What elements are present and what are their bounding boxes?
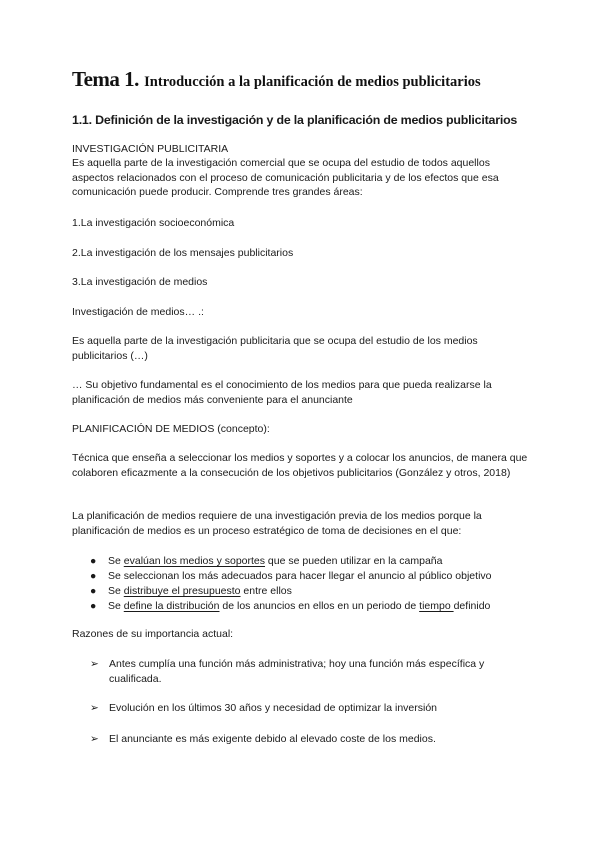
area-2: 2.La investigación de los mensajes publicitarios bbox=[72, 247, 294, 259]
planificacion-definition: Técnica que enseña a seleccionar los medios y soportes y a colocar los anuncios, de manera que colaboren eficazmente a la consecución de los objetivos publicitarios (González y otros, 2018) bbox=[72, 452, 528, 479]
arrow-bullet-icon: ➢ bbox=[90, 733, 99, 745]
planificacion-requirement: La planificación de medios requiere de una investigación previa de los medios porque la planificación de medios es un proceso estratégico de toma de decisiones en el que: bbox=[72, 510, 482, 537]
decision-bullet-list bbox=[90, 554, 550, 614]
title-number: Tema 1. bbox=[72, 67, 139, 91]
area-3: 3.La investigación de medios bbox=[72, 276, 208, 288]
razones-list bbox=[90, 657, 530, 747]
list-item: ➢ Antes cumplía una función más administrativa; hoy una función más específica y cualificada. bbox=[90, 658, 485, 685]
razones-heading: Razones de su importancia actual: bbox=[72, 628, 234, 640]
section-heading: 1.1. Definición de la investigación y de la planificación de medios publicitarios bbox=[72, 113, 518, 127]
bullet-icon: ● bbox=[90, 600, 97, 612]
list-item: ➢ El anunciante es más exigente debido al elevado coste de los medios. bbox=[90, 733, 436, 745]
inv-pub-heading: INVESTIGACIÓN PUBLICITARIA bbox=[72, 143, 229, 155]
arrow-bullet-icon: ➢ bbox=[90, 658, 99, 670]
bullet-icon: ● bbox=[90, 585, 97, 597]
inv-medios-label: Investigación de medios… .: bbox=[72, 306, 204, 318]
title-text: Introducción a la planificación de medios publicitarios bbox=[144, 74, 481, 90]
page-title bbox=[72, 67, 532, 91]
inv-medios-objective: … Su objetivo fundamental es el conocimiento de los medios para que pueda realizarse la planificación de medios más conveniente para el anunciante bbox=[72, 379, 492, 406]
bullet-icon: ● bbox=[90, 555, 97, 567]
planificacion-heading: PLANIFICACIÓN DE MEDIOS (concepto): bbox=[72, 423, 270, 435]
list-item: ➢ Evolución en los últimos 30 años y necesidad de optimizar la inversión bbox=[90, 702, 438, 714]
list-item: ● Se seleccionan los más adecuados para hacer llegar el anuncio al público objetivo bbox=[90, 570, 492, 582]
inv-medios-definition: Es aquella parte de la investigación publicitaria que se ocupa del estudio de los medios publicitarios (…) bbox=[72, 335, 478, 362]
bullet-icon: ● bbox=[90, 570, 97, 582]
inv-pub-definition: Es aquella parte de la investigación comercial que se ocupa del estudio de todos aquellos aspectos relacionados con el proceso de comunicación publicitaria y de los efectos que esa comunicación puede producir. Comprende tres grandes áreas: bbox=[72, 157, 499, 199]
list-item: ● Se define la distribución de los anuncios en ellos en un periodo de tiempo definido bbox=[90, 600, 491, 612]
list-item: ● Se distribuye el presupuesto entre ellos bbox=[90, 585, 292, 597]
area-1: 1.La investigación socioeconómica bbox=[72, 217, 235, 229]
list-item: ● Se evalúan los medios y soportes que se pueden utilizar en la campaña bbox=[90, 555, 443, 567]
arrow-bullet-icon: ➢ bbox=[90, 702, 99, 714]
